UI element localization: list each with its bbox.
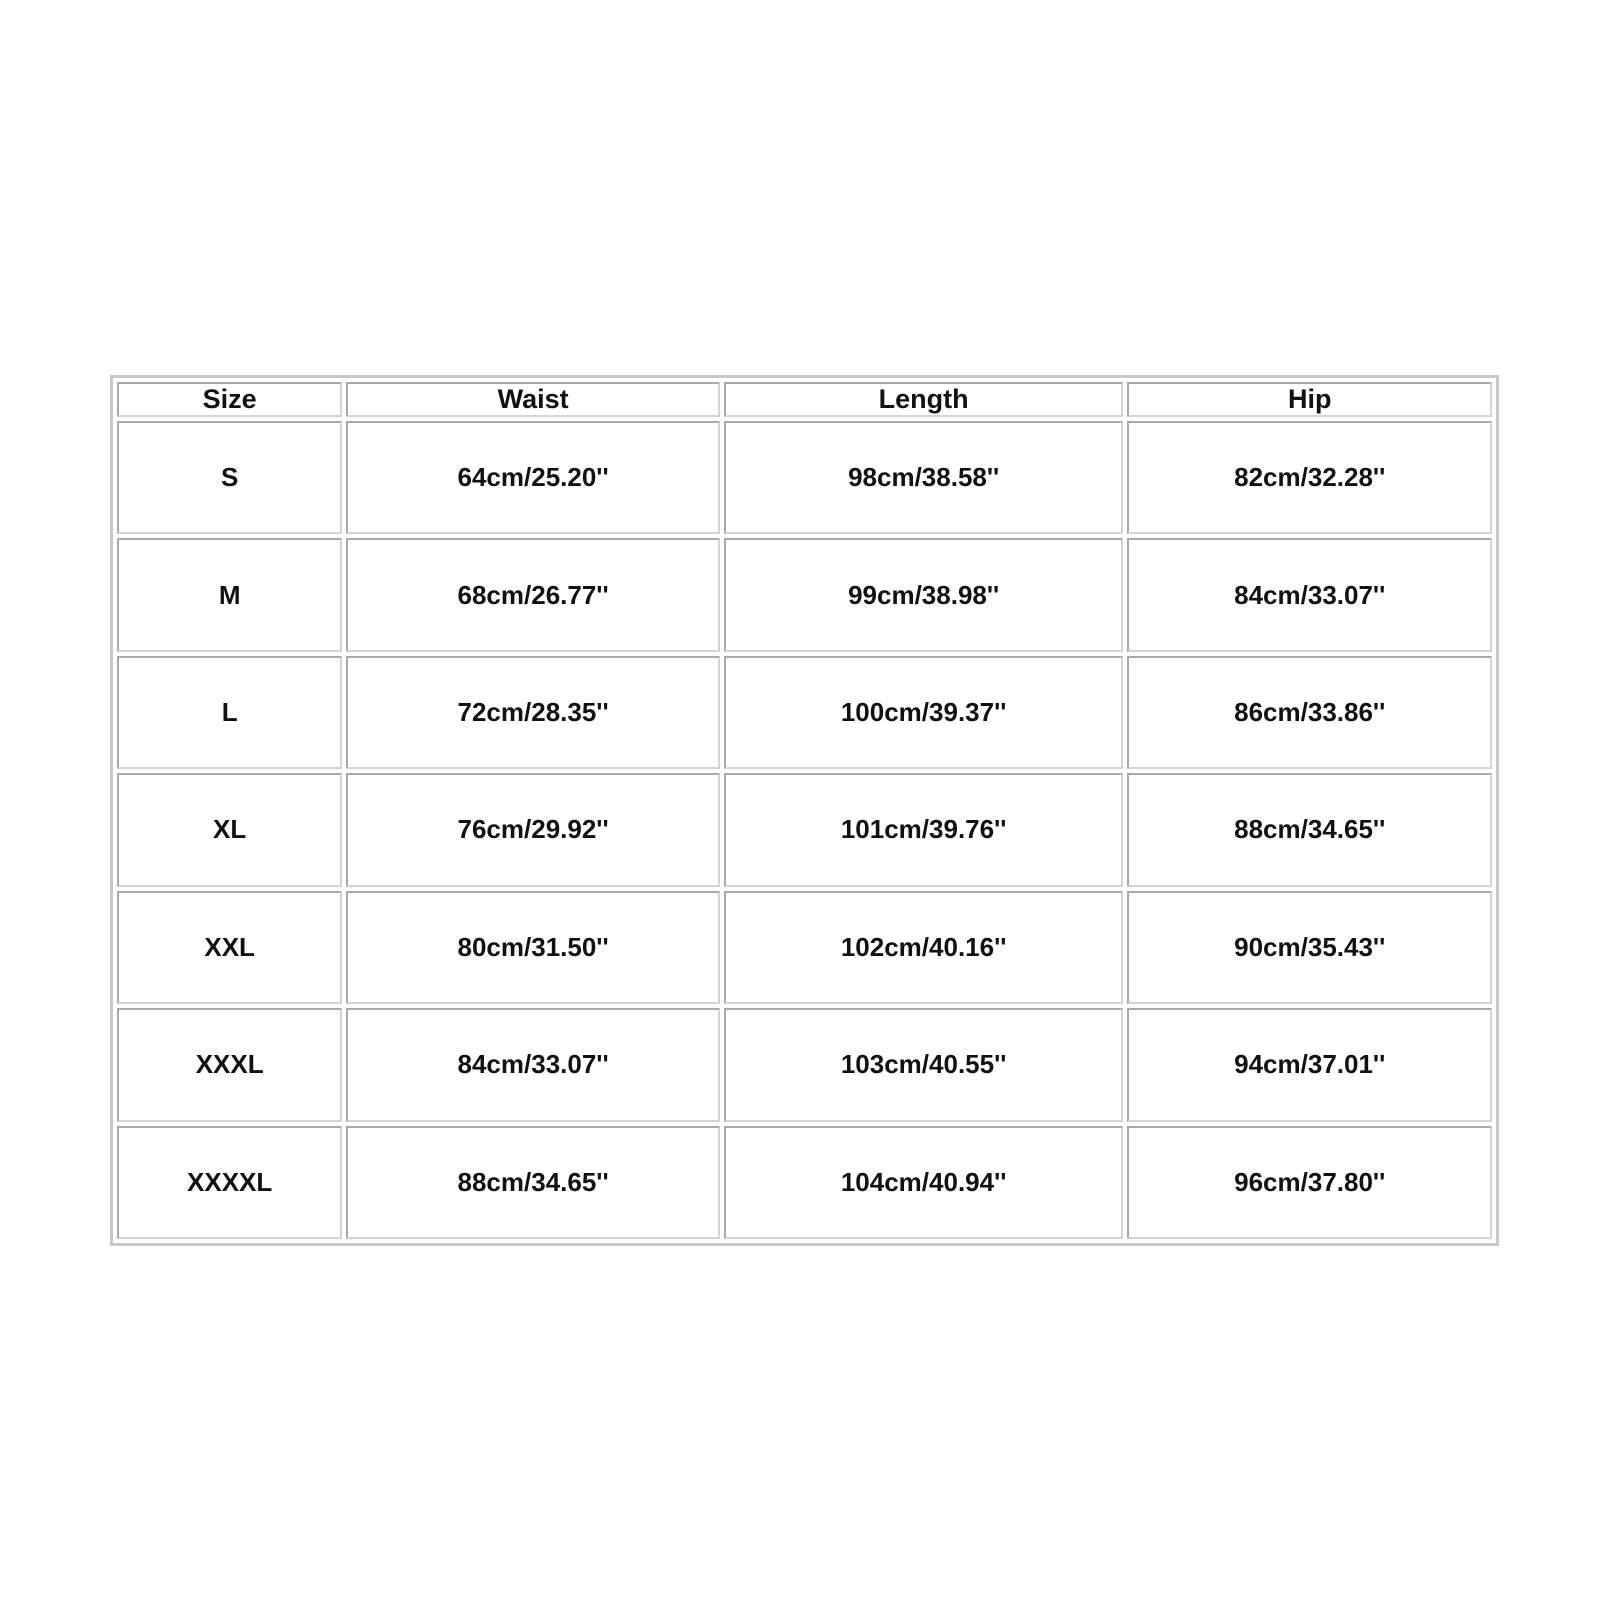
waist-cell: 88cm/34.65'' [346, 1126, 720, 1239]
hip-cell: 90cm/35.43'' [1127, 891, 1492, 1004]
header-length: Length [724, 382, 1124, 417]
header-hip: Hip [1127, 382, 1492, 417]
table-row [117, 1008, 1492, 1121]
table-row [117, 773, 1492, 886]
size-cell: L [117, 656, 342, 769]
hip-cell: 94cm/37.01'' [1127, 1008, 1492, 1121]
waist-cell: 68cm/26.77'' [346, 538, 720, 651]
header-waist: Waist [346, 382, 720, 417]
table-row [117, 538, 1492, 651]
hip-cell: 96cm/37.80'' [1127, 1126, 1492, 1239]
length-cell: 98cm/38.58'' [724, 421, 1124, 534]
length-cell: 102cm/40.16'' [724, 891, 1124, 1004]
waist-cell: 64cm/25.20'' [346, 421, 720, 534]
table-row [117, 656, 1492, 769]
table-row [117, 891, 1492, 1004]
size-cell: XL [117, 773, 342, 886]
size-cell: XXXL [117, 1008, 342, 1121]
size-cell: M [117, 538, 342, 651]
waist-cell: 76cm/29.92'' [346, 773, 720, 886]
size-cell: S [117, 421, 342, 534]
table-header-row [117, 382, 1492, 417]
length-cell: 104cm/40.94'' [724, 1126, 1124, 1239]
table-row [117, 1126, 1492, 1239]
hip-cell: 88cm/34.65'' [1127, 773, 1492, 886]
length-cell: 100cm/39.37'' [724, 656, 1124, 769]
hip-cell: 84cm/33.07'' [1127, 538, 1492, 651]
waist-cell: 72cm/28.35'' [346, 656, 720, 769]
size-cell: XXXXL [117, 1126, 342, 1239]
size-chart-table [110, 375, 1499, 1246]
length-cell: 103cm/40.55'' [724, 1008, 1124, 1121]
waist-cell: 84cm/33.07'' [346, 1008, 720, 1121]
length-cell: 101cm/39.76'' [724, 773, 1124, 886]
waist-cell: 80cm/31.50'' [346, 891, 720, 1004]
table-row [117, 421, 1492, 534]
size-cell: XXL [117, 891, 342, 1004]
length-cell: 99cm/38.98'' [724, 538, 1124, 651]
hip-cell: 82cm/32.28'' [1127, 421, 1492, 534]
header-size: Size [117, 382, 342, 417]
hip-cell: 86cm/33.86'' [1127, 656, 1492, 769]
